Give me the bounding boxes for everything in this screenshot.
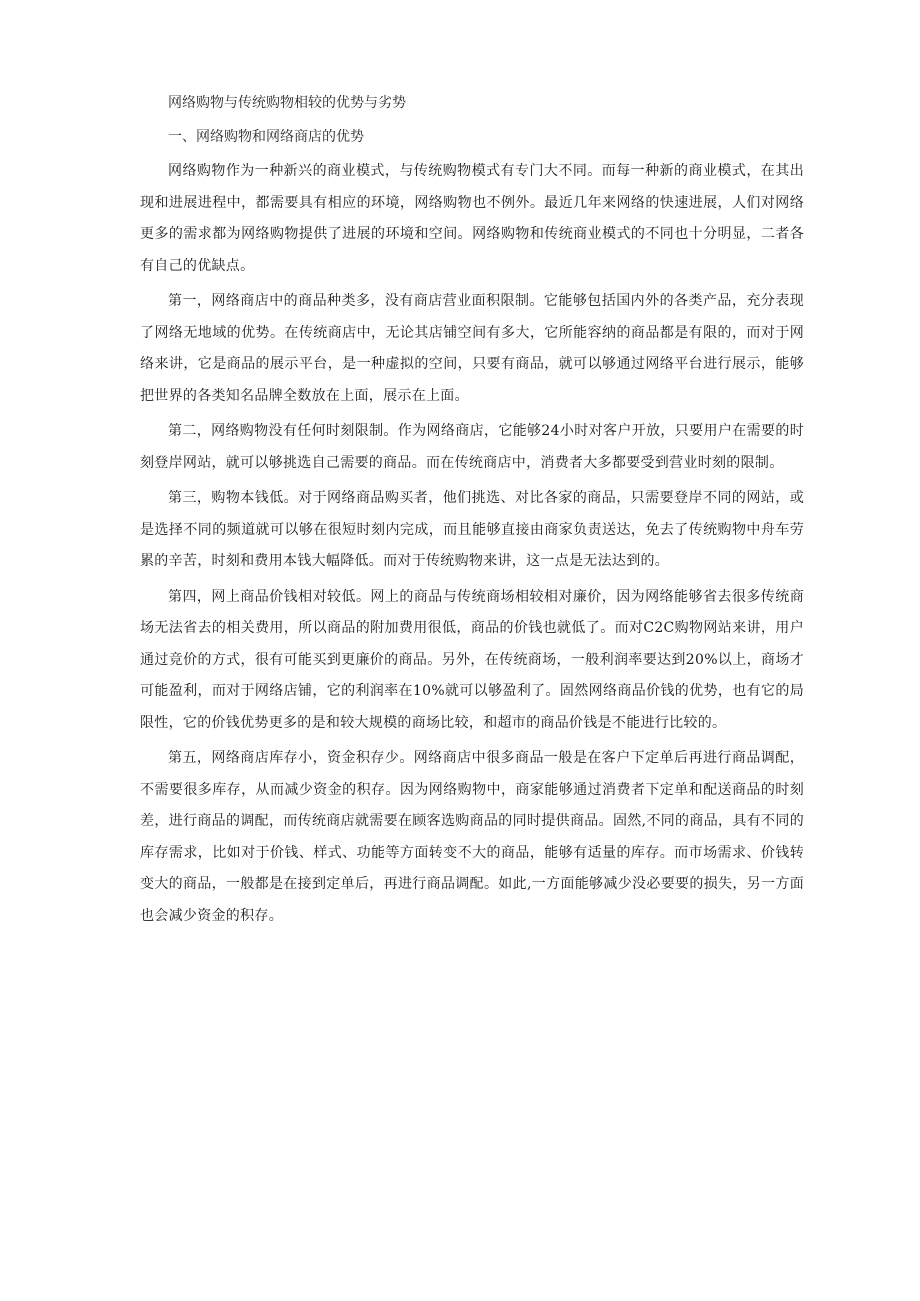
paragraph-second-advantage: 第二，网络购物没有任何时刻限制。作为网络商店，它能够24小时对客户开放，只要用户在需要的时刻登岸网站，就可以够挑选自己需要的商品。而在传统商店中，消费者大多都要受到营业时刻的限制。: [140, 423, 804, 471]
paragraph-first-advantage: 第一，网络商店中的商品种类多，没有商店营业面积限制。它能够包括国内外的各类产品，充分表现了网络无地域的优势。在传统商店中，无论其店铺空间有多大，它所能容纳的商品都是有限的，而对于网络来讲，它是商品的展示平台，是一种虚拟的空间，只要有商品，就可以够通过网络平台进行展示，能够把世界的各类知名品牌全数放在上面，展示在上面。: [140, 293, 804, 404]
document-page: [140, 88, 804, 932]
section-heading: 一、网络购物和网络商店的优势: [168, 129, 364, 145]
paragraph-fifth-advantage: 第五，网络商店库存小，资金积存少。网络商店中很多商品一般是在客户下定单后再进行商品调配，不需要很多库存，从而减少资金的积存。因为网络购物中，商家能够通过消费者下定单和配送商品的时刻差，进行商品的调配，而传统商店就需要在顾客选购商品的同时提供商品。固然,不同的商品，具有不同的库存需求，比如对于价钱、样式、功能等方面转变不大的商品，能够有适量的库存。而市场需求、价钱转变大的商品，一般都是在接到定单后，再进行商品调配。如此,一方面能够减少没必要要的损失，另一方面也会减少资金的积存。: [140, 750, 804, 924]
paragraph-fourth-advantage: 第四，网上商品价钱相对较低。网上的商品与传统商场相较相对廉价，因为网络能够省去很多传统商场无法省去的相关费用，所以商品的附加费用很低，商品的价钱也就低了。而对C2C购物网站来讲，用户通过竞价的方式，很有可能买到更廉价的商品。另外，在传统商场，一般利润率要达到20%以上，商场才可能盈利，而对于网络店铺，它的利润率在10%就可以够盈利了。固然网络商品价钱的优势，也有它的局限性，它的价钱优势更多的是和较大规模的商场比较，和超市的商品价钱是不能进行比较的。: [140, 588, 804, 731]
document-title: 网络购物与传统购物相较的优势与劣势: [168, 95, 406, 111]
paragraph-third-advantage: 第三，购物本钱低。对于网络商品购买者，他们挑选、对比各家的商品，只需要登岸不同的网站，或是选择不同的频道就可以够在很短时刻内完成，而且能够直接由商家负责送达，免去了传统购物中舟车劳累的辛苦，时刻和费用本钱大幅降低。而对于传统购物来讲，这一点是无法达到的。: [140, 490, 804, 569]
paragraph-intro: 网络购物作为一种新兴的商业模式，与传统购物模式有专门大不同。而每一种新的商业模式，在其出现和进展进程中，都需要具有相应的环境，网络购物也不例外。最近几年来网络的快速进展，人们对网络更多的需求都为网络购物提供了进展的环境和空间。网络购物和传统商业模式的不同也十分明显，二者各有自己的优缺点。: [140, 163, 804, 274]
